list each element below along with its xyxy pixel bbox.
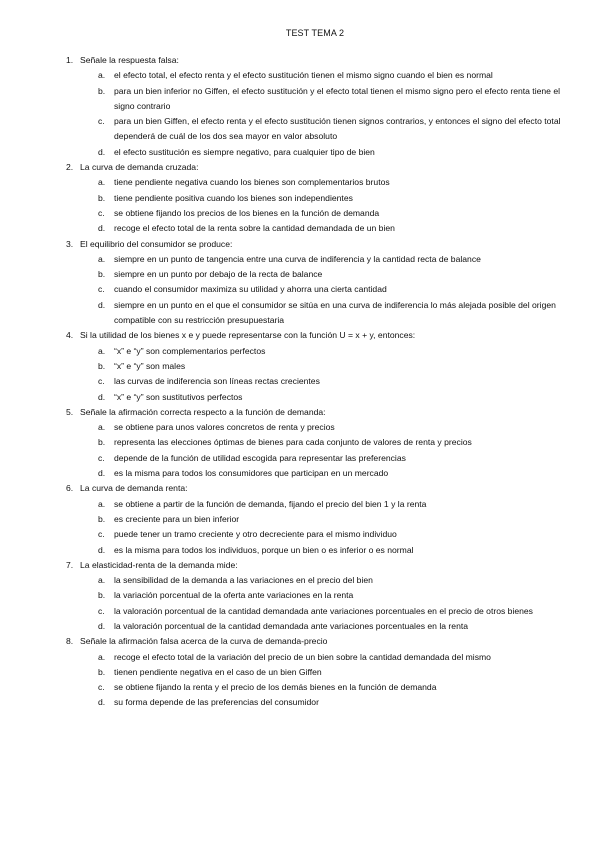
- question-number: 4.: [66, 330, 74, 341]
- question-item: [66, 634, 564, 710]
- answer-option: [66, 84, 564, 115]
- answer-option: [66, 390, 564, 405]
- option-text: la variación porcentual de la oferta ante variaciones en la renta: [114, 590, 354, 601]
- question-item: [66, 160, 564, 236]
- option-text: siempre en un punto por debajo de la recta de balance: [114, 269, 323, 280]
- option-text: se obtiene fijando la renta y el precio de los demás bienes en la función de demanda: [114, 682, 437, 693]
- option-text: “x” e “y” son sustitutivos perfectos: [114, 391, 243, 402]
- option-letter: d.: [98, 468, 106, 479]
- answer-option: [66, 497, 564, 512]
- option-text: se obtiene a partir de la función de demanda, fijando el precio del bien 1 y la renta: [114, 498, 427, 509]
- option-text: cuando el consumidor maximiza su utilidad y ahorra una cierta cantidad: [114, 284, 387, 295]
- question-text: Si la utilidad de los bienes x e y puede representarse con la función U = x + y, entonces:: [80, 330, 416, 341]
- answer-option: [66, 298, 564, 329]
- answer-option: [66, 527, 564, 542]
- option-text: tiene pendiente positiva cuando los bienes son independientes: [114, 192, 353, 203]
- option-text: el efecto sustitución es siempre negativo, para cualquier tipo de bien: [114, 146, 375, 157]
- question-text: La curva de demanda cruzada:: [80, 162, 199, 173]
- option-letter: a.: [98, 345, 106, 356]
- option-text: la sensibilidad de la demanda a las variaciones en el precio del bien: [114, 575, 373, 586]
- option-text: es la misma para todos los individuos, porque un bien o es inferior o es normal: [114, 544, 414, 555]
- option-letter: c.: [98, 452, 105, 463]
- option-letter: c.: [98, 529, 105, 540]
- option-list: [66, 68, 564, 160]
- option-letter: a.: [98, 70, 106, 81]
- option-text: puede tener un tramo creciente y otro decreciente para el mismo individuo: [114, 529, 397, 540]
- option-text: tienen pendiente negativa en el caso de un bien Giffen: [114, 666, 322, 677]
- answer-option: [66, 604, 564, 619]
- answer-option: [66, 588, 564, 603]
- option-letter: b.: [98, 360, 106, 371]
- option-letter: b.: [98, 85, 106, 96]
- question-list: [66, 53, 564, 711]
- question-text: Señale la afirmación falsa acerca de la curva de demanda-precio: [80, 636, 328, 647]
- option-letter: a.: [98, 253, 106, 264]
- answer-option: [66, 145, 564, 160]
- option-letter: b.: [98, 513, 106, 524]
- option-list: [66, 497, 564, 558]
- question-number: 8.: [66, 636, 74, 647]
- option-text: las curvas de indiferencia son líneas rectas crecientes: [114, 376, 320, 387]
- question-text: Señale la afirmación correcta respecto a la función de demanda:: [80, 406, 326, 417]
- answer-option: [66, 191, 564, 206]
- answer-option: [66, 221, 564, 236]
- question-item: [66, 237, 564, 329]
- option-letter: b.: [98, 437, 106, 448]
- answer-option: [66, 68, 564, 83]
- answer-option: [66, 344, 564, 359]
- question-item: [66, 405, 564, 481]
- option-letter: a.: [98, 177, 106, 188]
- answer-option: [66, 114, 564, 145]
- option-letter: c.: [98, 682, 105, 693]
- option-text: siempre en un punto en el que el consumidor se sitúa en una curva de indiferencia lo más alejada posible del origen compatible con su restricción presupuestaria: [114, 299, 556, 326]
- option-letter: a.: [98, 575, 106, 586]
- question-number: 6.: [66, 483, 74, 494]
- answer-option: [66, 695, 564, 710]
- option-text: siempre en un punto de tangencia entre una curva de indiferencia y la cantidad recta de balance: [114, 253, 481, 264]
- option-letter: c.: [98, 376, 105, 387]
- option-letter: d.: [98, 299, 106, 310]
- question-number: 3.: [66, 238, 74, 249]
- option-text: se obtiene para unos valores concretos de renta y precios: [114, 422, 335, 433]
- option-text: la valoración porcentual de la cantidad demandada ante variaciones porcentuales en la renta: [114, 620, 469, 631]
- question-number: 2.: [66, 162, 74, 173]
- option-letter: a.: [98, 422, 106, 433]
- option-text: tiene pendiente negativa cuando los bienes son complementarios brutos: [114, 177, 390, 188]
- option-letter: c.: [98, 605, 105, 616]
- option-letter: d.: [98, 223, 106, 234]
- option-letter: c.: [98, 207, 105, 218]
- question-number: 1.: [66, 55, 74, 65]
- option-text: recoge el efecto total de la variación del precio de un bien sobre la cantidad demandada del mismo: [114, 651, 491, 662]
- option-letter: b.: [98, 192, 106, 203]
- answer-option: [66, 665, 564, 680]
- option-letter: d.: [98, 391, 106, 402]
- option-letter: c.: [98, 284, 105, 295]
- option-list: [66, 420, 564, 481]
- question-text: La curva de demanda renta:: [80, 483, 188, 494]
- option-text: “x” e “y” son males: [114, 360, 186, 371]
- question-item: [66, 481, 564, 557]
- answer-option: [66, 374, 564, 389]
- answer-option: [66, 435, 564, 450]
- question-text: La elasticidad-renta de la demanda mide:: [80, 559, 238, 570]
- option-text: el efecto total, el efecto renta y el efecto sustitución tienen el mismo signo cuando el bien es normal: [114, 70, 493, 81]
- option-letter: d.: [98, 544, 106, 555]
- option-text: “x” e “y” son complementarios perfectos: [114, 345, 266, 356]
- option-list: [66, 175, 564, 236]
- question-item: [66, 558, 564, 634]
- answer-option: [66, 451, 564, 466]
- option-letter: d.: [98, 620, 106, 631]
- question-item: [66, 328, 564, 404]
- answer-option: [66, 420, 564, 435]
- option-letter: d.: [98, 146, 106, 157]
- question-text: El equilibrio del consumidor se produce:: [80, 238, 233, 249]
- option-list: [66, 252, 564, 328]
- option-list: [66, 573, 564, 634]
- option-letter: c.: [98, 116, 105, 127]
- option-text: para un bien Giffen, el efecto renta y el efecto sustitución tienen signos contrarios, y entonces el signo del efecto total dependerá de cuál de los dos sea mayor en valor absoluto: [114, 116, 561, 142]
- option-letter: b.: [98, 590, 106, 601]
- answer-option: [66, 466, 564, 481]
- option-text: es creciente para un bien inferior: [114, 513, 240, 524]
- answer-option: [66, 252, 564, 267]
- answer-option: [66, 619, 564, 634]
- option-letter: d.: [98, 697, 106, 708]
- option-text: es la misma para todos los consumidores que participan en un mercado: [114, 468, 389, 479]
- question-number: 7.: [66, 559, 74, 570]
- option-letter: a.: [98, 498, 106, 509]
- option-text: la valoración porcentual de la cantidad demandada ante variaciones porcentuales en el precio de otros bienes: [114, 605, 533, 616]
- option-text: su forma depende de las preferencias del consumidor: [114, 697, 319, 708]
- option-text: depende de la función de utilidad escogida para representar las preferencias: [114, 452, 406, 463]
- answer-option: [66, 359, 564, 374]
- option-text: para un bien inferior no Giffen, el efecto sustitución y el efecto total tienen el mismo signo pero el efecto renta tiene el signo contrario: [114, 85, 561, 111]
- option-list: [66, 650, 564, 711]
- option-text: se obtiene fijando los precios de los bienes en la función de demanda: [114, 207, 380, 218]
- option-text: representa las elecciones óptimas de bienes para cada conjunto de valores de renta y precios: [114, 437, 472, 448]
- question-number: 5.: [66, 406, 74, 417]
- option-letter: b.: [98, 269, 106, 280]
- question-text: Señale la respuesta falsa:: [80, 55, 179, 65]
- option-list: [66, 344, 564, 405]
- answer-option: [66, 680, 564, 695]
- option-text: recoge el efecto total de la renta sobre la cantidad demandada de un bien: [114, 223, 395, 234]
- answer-option: [66, 175, 564, 190]
- answer-option: [66, 512, 564, 527]
- document-title: TEST TEMA 2: [285, 28, 345, 38]
- answer-option: [66, 206, 564, 221]
- option-letter: b.: [98, 666, 106, 677]
- answer-option: [66, 650, 564, 665]
- option-letter: a.: [98, 651, 106, 662]
- answer-option: [66, 267, 564, 282]
- answer-option: [66, 543, 564, 558]
- answer-option: [66, 573, 564, 588]
- question-item: [66, 53, 564, 160]
- answer-option: [66, 282, 564, 297]
